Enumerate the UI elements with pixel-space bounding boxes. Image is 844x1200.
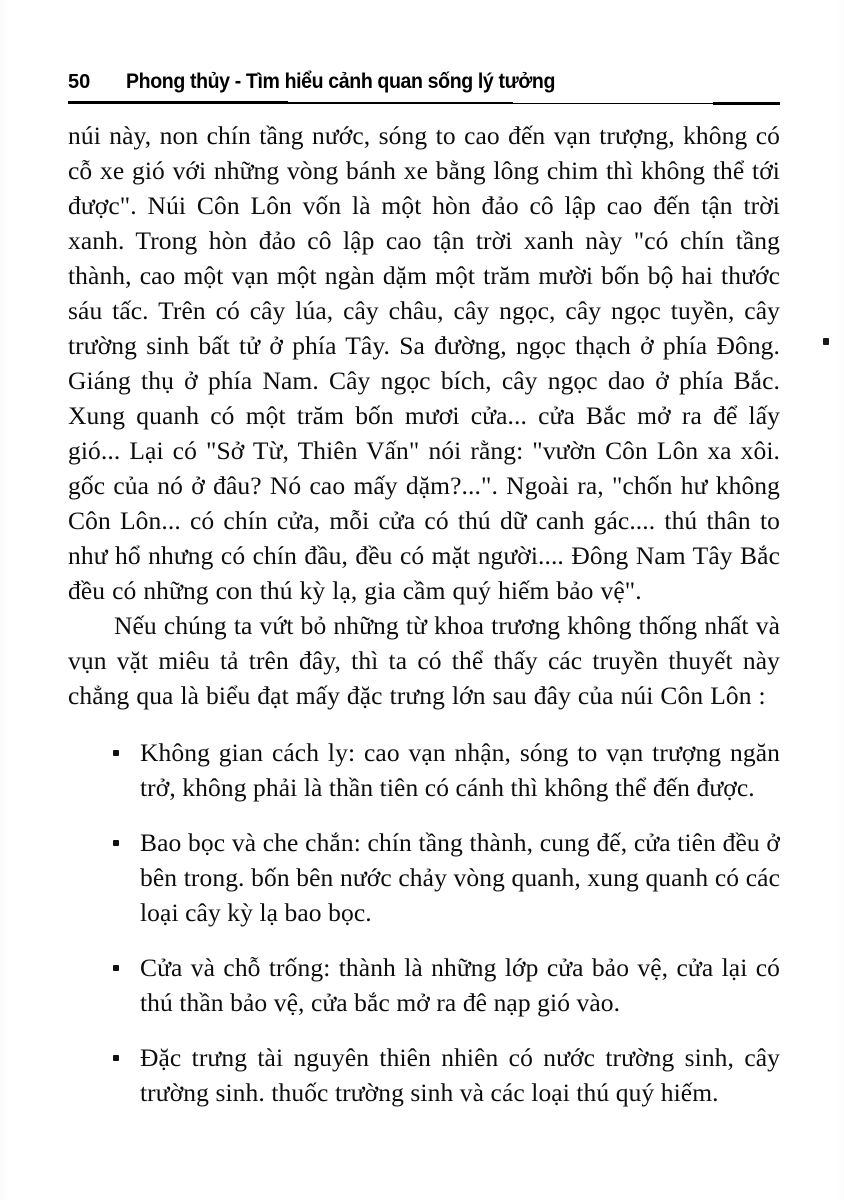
text-column: [68, 118, 780, 1110]
list-item-text: Đặc trưng tài nguyên thiên nhiên có nước trường sinh, cây trường sinh. thuốc trường sinh và các loại thú quý hiếm.: [140, 1043, 780, 1107]
list-item: [68, 735, 780, 805]
running-head-title: Phong thủy - Tìm hiểu cảnh quan sống lý tưởng: [126, 70, 556, 93]
rule-segment: [713, 102, 780, 105]
rule-segment: [508, 103, 718, 105]
list-item: [68, 1040, 780, 1110]
scan-edge-shading-left: [0, 0, 10, 1200]
rule-segment: [68, 101, 288, 104]
bullet-dot-icon: [113, 1055, 119, 1061]
bullet-dot-icon: [113, 840, 119, 846]
feature-bullet-list: [68, 735, 780, 1110]
bullet-dot-icon: [113, 965, 119, 971]
list-item-text: Bao bọc và che chắn: chín tầng thành, cung đế, cửa tiên đều ở bên trong. bốn bên nước chảy vòng quanh, xung quanh có các loại cây kỳ lạ bao bọc.: [140, 828, 780, 927]
scan-edge-shading-right: [834, 0, 844, 1200]
paragraph-summary: Nếu chúng ta vứt bỏ những từ khoa trương không thống nhất và vụn vặt miêu tả trên đây, thì ta có thể thấy các truyền thuyết này chẳng qua là biểu đạt mấy đặc trưng lớn sau đây của núi Côn Lôn :: [68, 611, 780, 710]
list-item: [68, 950, 780, 1020]
paragraph-continued: núi này, non chín tầng nước, sóng to cao đến vạn trượng, không có cỗ xe gió với những vòng bánh xe bằng lông chim thì không thể tới được". Núi Côn Lôn vốn là một hòn đảo cô lập cao đến tận trời xanh. Trong hòn đảo cô lập cao tận trời xanh này "có chín tầng thành, cao một vạn một ngàn dặm một trăm mười bốn bộ hai thước sáu tấc. Trên có cây lúa, cây châu, cây ngọc, cây ngọc tuyền, cây trường sinh bất tử ở phía Tây. Sa đường, ngọc thạch ở phía Đông. Giáng thụ ở phía Nam. Cây ngọc bích, cây ngọc dao ở phía Bắc. Xung quanh có một trăm bốn mươi cửa... cửa Bắc mở ra để lấy gió... Lại có "Sở Từ, Thiên Vấn" nói rằng: "vườn Côn Lôn xa xôi. gốc của nó ở đâu? Nó cao mấy dặm?...". Ngoài ra, "chốn hư không Côn Lôn... có chín cửa, mỗi cửa có thú dữ canh gác.... thú thân to như hổ nhưng có chín đầu, đều có mặt người.... Đông Nam Tây Bắc đều có những con thú kỳ lạ, gia cầm quý hiếm bảo vệ".: [68, 121, 780, 605]
header-divider-rule: [68, 101, 780, 105]
running-head: [68, 70, 780, 100]
rule-segment: [283, 102, 513, 104]
list-item-text: Cửa và chỗ trống: thành là những lớp cửa bảo vệ, cửa lại có thú thần bảo vệ, cửa bắc mở ra đê nạp gió vào.: [140, 953, 780, 1017]
scan-artifact-speck: [823, 338, 829, 345]
page-number: 50: [68, 71, 91, 93]
bullet-dot-icon: [113, 750, 119, 756]
list-item-text: Không gian cách ly: cao vạn nhận, sóng to vạn trượng ngăn trở, không phải là thần tiên có cánh thì không thể đến được.: [140, 738, 780, 802]
list-item: [68, 825, 780, 930]
